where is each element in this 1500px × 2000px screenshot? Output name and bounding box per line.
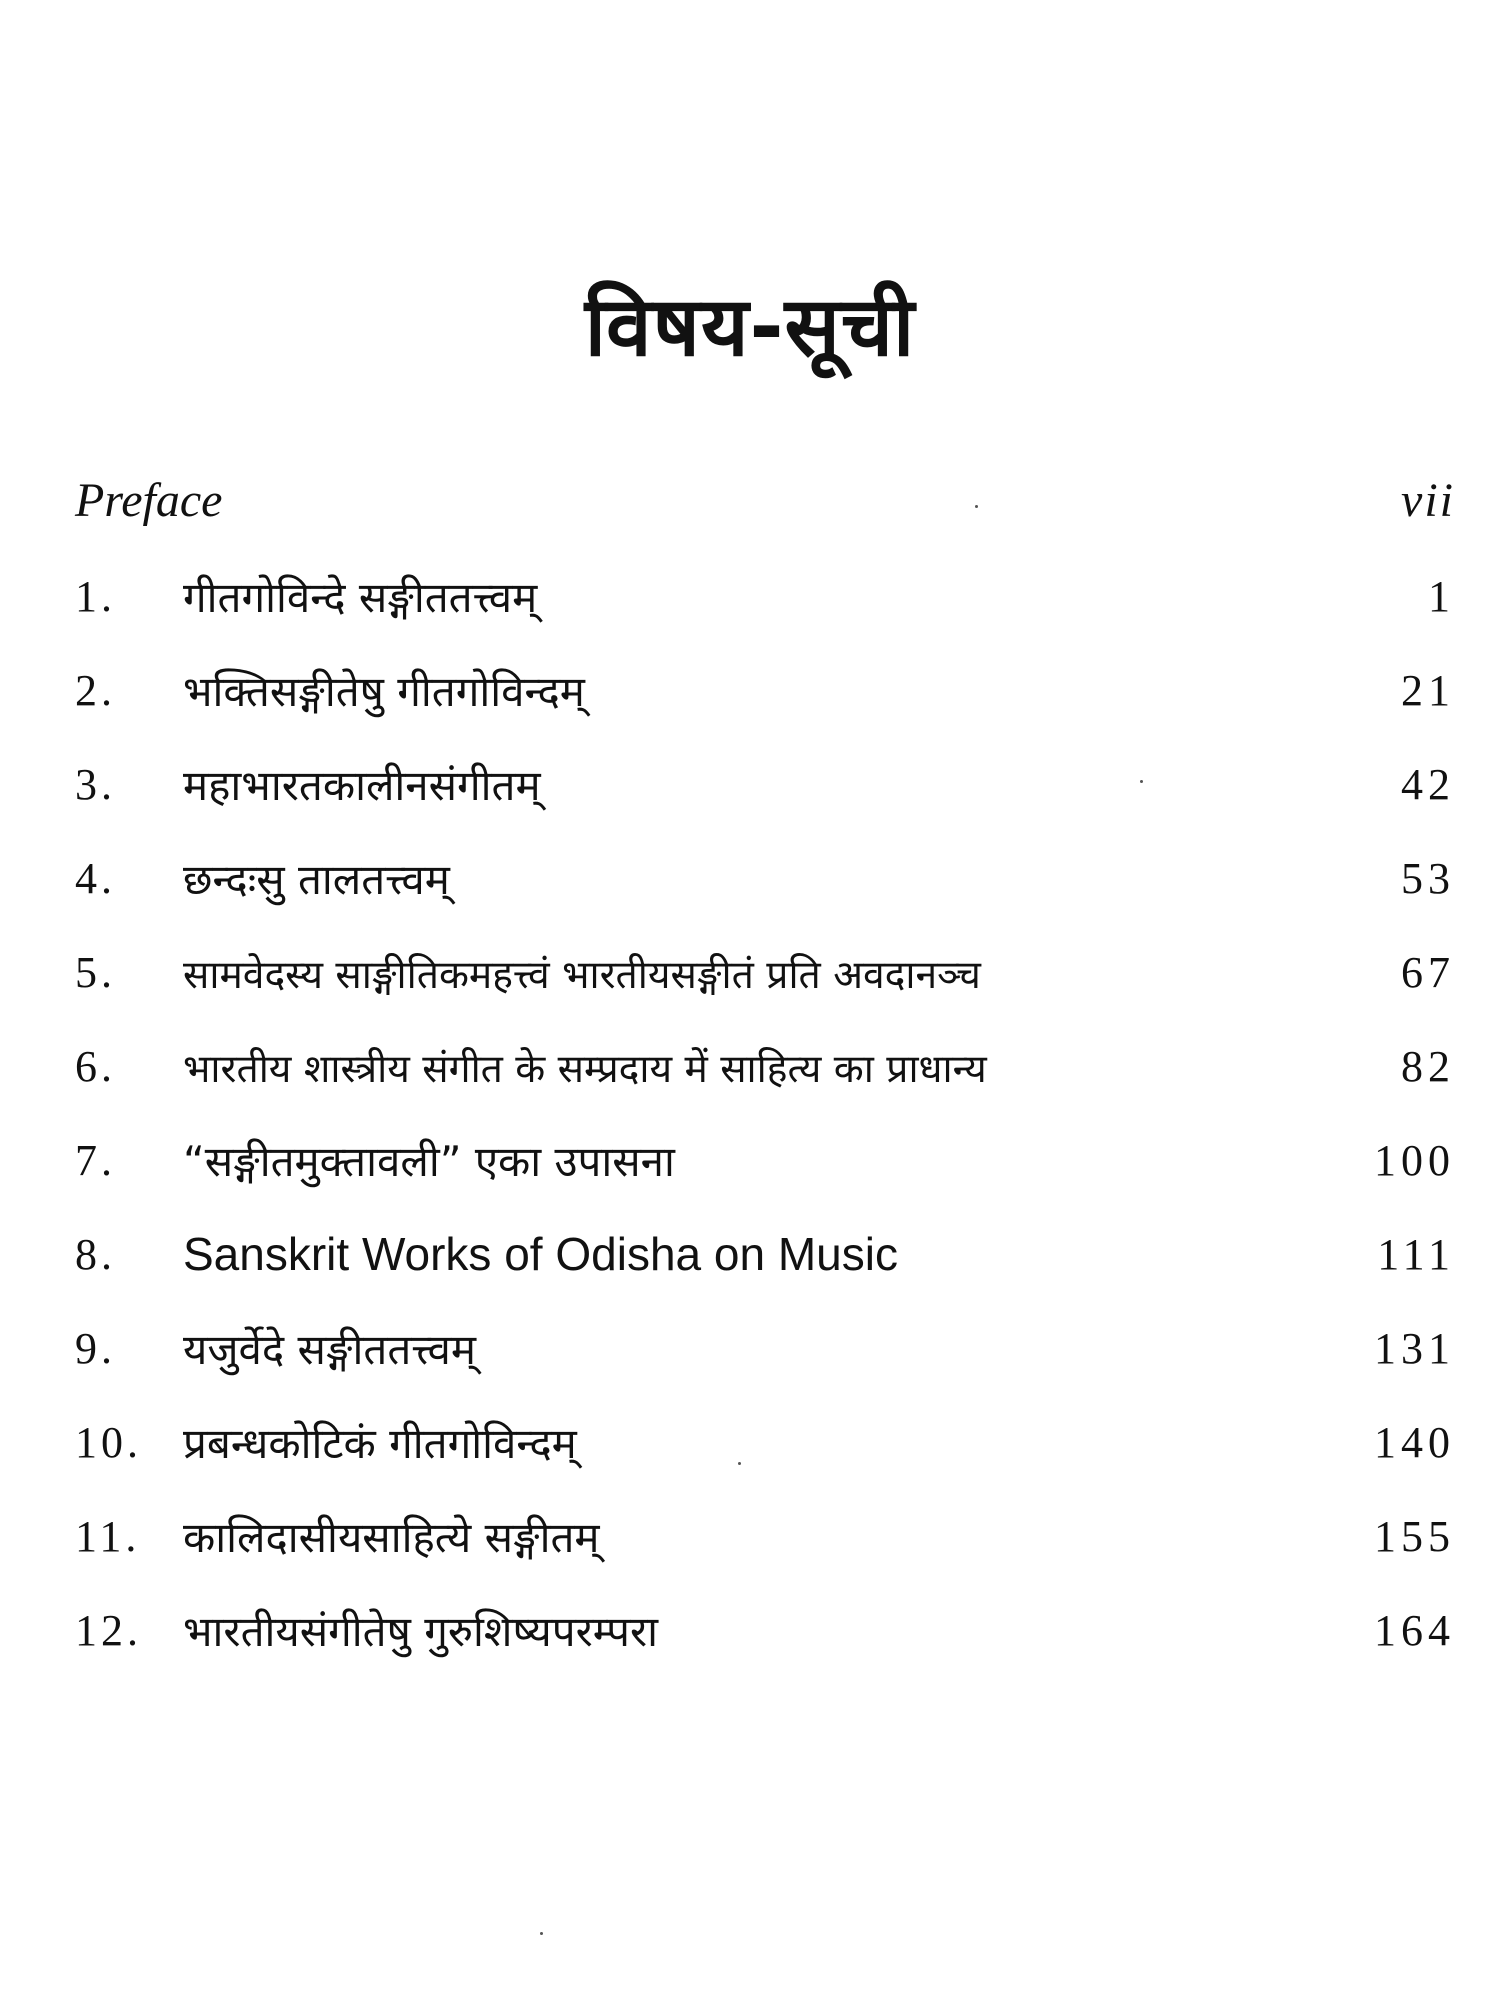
toc-title: Preface [75, 474, 223, 527]
page-title: विषय-सूची [584, 279, 916, 375]
print-speck [1140, 780, 1143, 783]
toc-page-number: 140 [1374, 1418, 1455, 1467]
toc-row[interactable] [75, 835, 1455, 929]
toc-entry-number: 9. [75, 1324, 116, 1373]
toc-title: भारतीयसंगीतेषु गुरुशिष्यपरम्परा [183, 1607, 659, 1656]
toc-entry-number: 10. [75, 1418, 142, 1467]
toc-page-number: 164 [1374, 1606, 1455, 1655]
toc-page-number: 155 [1374, 1512, 1455, 1561]
toc-page-number: 42 [1401, 760, 1455, 809]
toc-row[interactable] [75, 1305, 1455, 1399]
toc-row[interactable] [75, 1023, 1455, 1117]
toc-entry-number: 1. [75, 572, 116, 621]
toc-entry-number: 8. [75, 1230, 116, 1279]
toc-entry-number: 3. [75, 760, 116, 809]
table-of-contents [75, 455, 1455, 1681]
toc-row[interactable] [75, 741, 1455, 835]
toc-page-number: 21 [1401, 666, 1455, 715]
toc-row[interactable] [75, 929, 1455, 1023]
toc-title: महाभारतकालीनसंगीतम् [183, 761, 541, 810]
toc-row-preface[interactable] [75, 455, 1455, 553]
toc-page-number: 111 [1377, 1230, 1455, 1279]
toc-page-number: vii [1401, 474, 1455, 527]
toc-row[interactable] [75, 1399, 1455, 1493]
toc-title: गीतगोविन्दे सङ्गीततत्त्वम् [183, 573, 538, 622]
toc-entry-number: 7. [75, 1136, 116, 1185]
toc-page-number: 1 [1428, 572, 1455, 621]
toc-row[interactable] [75, 1117, 1455, 1211]
toc-page-number: 100 [1374, 1136, 1455, 1185]
print-speck [975, 505, 978, 508]
print-speck [738, 1462, 741, 1465]
toc-page-number: 53 [1401, 854, 1455, 903]
toc-title: कालिदासीयसाहित्ये सङ्गीतम् [183, 1513, 600, 1562]
toc-row[interactable] [75, 553, 1455, 647]
toc-entry-number: 4. [75, 854, 116, 903]
toc-title: यजुर्वेदे सङ्गीततत्त्वम् [183, 1325, 476, 1374]
toc-title: सामवेदस्य साङ्गीतिकमहत्त्वं भारतीयसङ्गीतं प्रति अवदानञ्च [183, 953, 981, 998]
toc-entry-number: 12. [75, 1606, 142, 1655]
print-speck [540, 1932, 543, 1935]
toc-entry-number: 5. [75, 948, 116, 997]
toc-title: भक्तिसङ्गीतेषु गीतगोविन्दम् [183, 667, 585, 716]
toc-entry-number: 2. [75, 666, 116, 715]
toc-page-number: 82 [1401, 1042, 1455, 1091]
toc-entry-number: 11. [75, 1512, 141, 1561]
toc-title: “सङ्गीतमुक्तावली” एका उपासना [183, 1137, 675, 1186]
toc-title: भारतीय शास्त्रीय संगीत के सम्प्रदाय में साहित्य का प्राधान्य [183, 1047, 987, 1092]
toc-row[interactable] [75, 647, 1455, 741]
toc-title: प्रबन्धकोटिकं गीतगोविन्दम् [183, 1419, 577, 1468]
toc-page-number: 131 [1374, 1324, 1455, 1373]
toc-row[interactable] [75, 1493, 1455, 1587]
toc-title: Sanskrit Works of Odisha on Music [183, 1228, 898, 1280]
toc-page-number: 67 [1401, 948, 1455, 997]
toc-entry-number: 6. [75, 1042, 116, 1091]
toc-title: छन्दःसु तालतत्त्वम् [183, 855, 450, 904]
toc-row[interactable] [75, 1587, 1455, 1681]
toc-row[interactable] [75, 1211, 1455, 1305]
